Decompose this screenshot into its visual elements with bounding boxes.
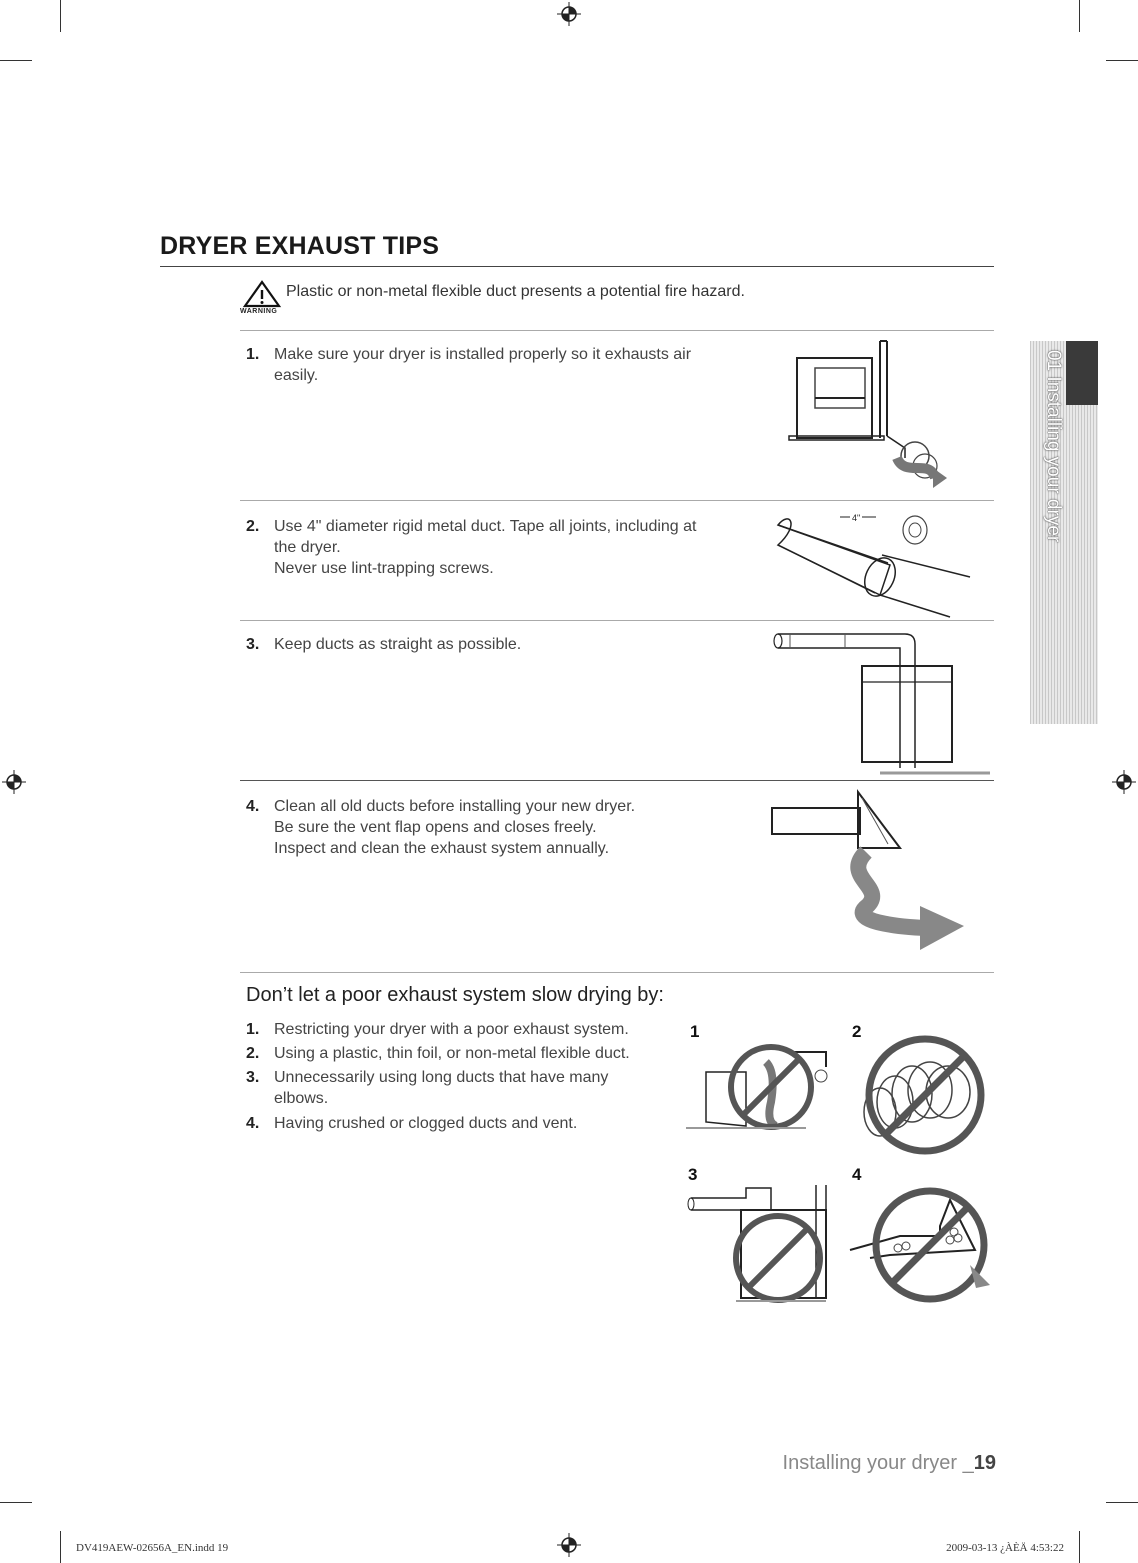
crop-mark [1106, 1502, 1138, 1503]
step-text: Use 4" diameter rigid metal duct. Tape all joints, including at [274, 518, 697, 535]
step-text: easily. [274, 367, 319, 384]
step-divider [240, 780, 994, 781]
step-number: 2. [246, 518, 260, 535]
section-title: DRYER EXHAUST TIPS [160, 232, 440, 260]
issue-text: Having crushed or clogged ducts and vent. [274, 1115, 578, 1132]
print-slug-file: DV419AEW-02656A_EN.indd 19 [76, 1542, 229, 1554]
step-divider [240, 500, 994, 501]
footer-label: Installing your dryer _ [782, 1452, 974, 1474]
chapter-side-tab-marker [1066, 341, 1098, 405]
step-text: Be sure the vent flap opens and closes freely. [274, 819, 597, 836]
registration-mark-icon [557, 1533, 581, 1557]
dryer-installed-illustration [785, 338, 965, 488]
vent-flap-exhaust-illustration [770, 788, 970, 958]
issue-number: 1. [246, 1021, 260, 1038]
figure-number: 2 [852, 1022, 862, 1041]
registration-mark-icon [1112, 770, 1136, 794]
straight-duct-illustration [770, 628, 990, 776]
crop-mark [0, 60, 32, 61]
step-text: Clean all old ducts before installing your new dryer. [274, 798, 636, 815]
prohibited-restricted-exhaust-icon [686, 1032, 836, 1132]
prohibited-clogged-duct-icon [850, 1180, 1000, 1305]
step-number: 1. [246, 346, 260, 363]
step-divider [240, 620, 994, 621]
crop-mark [60, 0, 61, 32]
step-item [246, 344, 746, 386]
crop-mark [1079, 0, 1080, 32]
prohibited-flexible-duct-icon [850, 1030, 1000, 1160]
crop-mark [1106, 60, 1138, 61]
issue-text: Unnecessarily using long ducts that have many [274, 1069, 609, 1086]
title-divider [160, 266, 994, 267]
page-number: 19 [973, 1452, 996, 1474]
issue-item [246, 1067, 608, 1109]
print-slug-timestamp: 2009-03-13 ¿ÀÈÄ 4:53:22 [946, 1542, 1064, 1554]
step-item [246, 796, 746, 859]
warning-label: WARNING [240, 308, 278, 315]
page-footer [783, 1452, 996, 1475]
step-divider [240, 330, 994, 331]
issue-number: 2. [246, 1045, 260, 1062]
poor-exhaust-heading: Don’t let a poor exhaust system slow drying by: [246, 984, 664, 1006]
step-text: Never use lint-trapping screws. [274, 560, 494, 577]
step-item [246, 516, 746, 579]
issue-item [246, 1019, 629, 1040]
warning-text: Plastic or non-metal flexible duct presents a potential fire hazard. [286, 283, 745, 300]
issue-number: 3. [246, 1069, 260, 1086]
figure-number: 1 [690, 1022, 700, 1041]
issue-text: Restricting your dryer with a poor exhaust system. [274, 1021, 629, 1038]
step-number: 4. [246, 798, 260, 815]
chapter-side-tab-label: 01 Installing your dryer [1043, 350, 1064, 543]
dimension-label: 4" [852, 513, 861, 523]
step-text: Inspect and clean the exhaust system annually. [274, 840, 610, 857]
warning-triangle-icon [243, 280, 281, 308]
step-number: 3. [246, 636, 260, 653]
prohibited-long-duct-elbows-icon [686, 1180, 836, 1305]
figure-number: 4 [852, 1165, 862, 1184]
step-divider [240, 972, 994, 973]
crop-mark [1079, 1531, 1080, 1563]
issue-text: elbows. [274, 1090, 329, 1107]
issue-item [246, 1113, 577, 1134]
step-text: Keep ducts as straight as possible. [274, 636, 522, 653]
registration-mark-icon [2, 770, 26, 794]
registration-mark-icon [557, 2, 581, 26]
crop-mark [0, 1502, 32, 1503]
issue-text: Using a plastic, thin foil, or non-metal flexible duct. [274, 1045, 630, 1062]
step-text: the dryer. [274, 539, 341, 556]
issue-number: 4. [246, 1115, 260, 1132]
crop-mark [60, 1531, 61, 1563]
rigid-duct-joint-illustration [770, 505, 970, 620]
issue-item [246, 1043, 630, 1064]
step-text: Make sure your dryer is installed properly so it exhausts air [274, 346, 692, 363]
step-item [246, 634, 746, 655]
figure-number: 3 [688, 1165, 698, 1184]
